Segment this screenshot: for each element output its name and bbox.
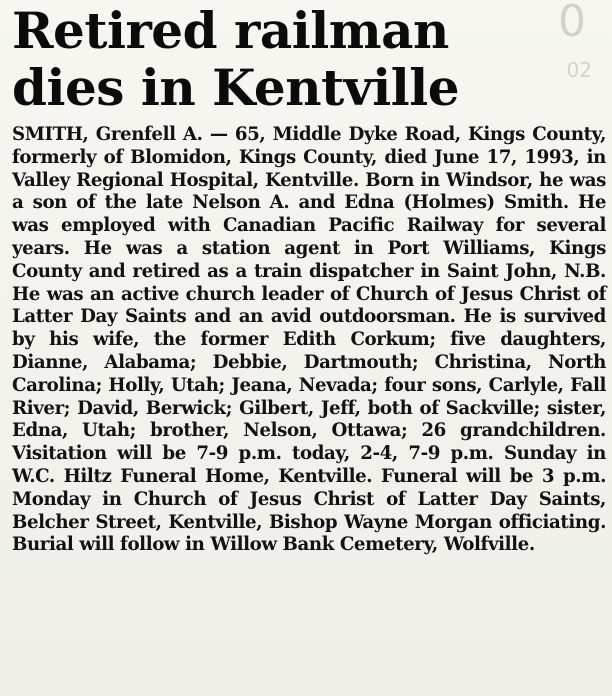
stamp-code: 02 xyxy=(566,58,592,82)
headline-line-2: dies in Kentville xyxy=(12,58,460,117)
obituary-body xyxy=(12,124,606,557)
headline-line-1: Retired railman xyxy=(12,1,449,60)
deceased-name: SMITH, Grenfell A. xyxy=(12,124,203,145)
headline xyxy=(12,0,606,116)
stamp-digit: 0 xyxy=(558,0,586,47)
obituary-text: — 65, Middle Dyke Road, Kings County, formerly of Blomidon, Kings County, died June 17, 1993, in Valley Regional Hospital, Kentville. Born in Windsor, he was a son of the late Nelson A. and Edna (Holmes) Smith. He was employed with Canadian Pacific Railway for several years. He was a station agent in Port Williams, Kings County and retired as a train dispatcher in Saint John, N.B. He was an active church leader of Church of Jesus Christ of Latter Day Saints and an avid outdoorsman. He is survived by his wife, the former Edith Corkum; five daughters, Dianne, Alabama; Debbie, Dartmouth; Christina, North Carolina; Holly, Utah; Jeana, Nevada; four sons, Carlyle, Fall River; David, Berwick; Gilbert, Jeff, both of Sackville; sister, Edna, Utah; brother, Nelson, Ottawa; 26 grandchildren. Visitation will be 7-9 p.m. today, 2-4, 7-9 p.m. Sunday in W.C. Hiltz Funeral Home, Kentville. Funeral will be 3 p.m. Monday in Church of Jesus Christ of Latter Day Saints, Belcher Street, Kentville, Bishop Wayne Morgan officiating. Burial will follow in Willow Bank Cemetery, Wolfville. xyxy=(12,124,607,556)
